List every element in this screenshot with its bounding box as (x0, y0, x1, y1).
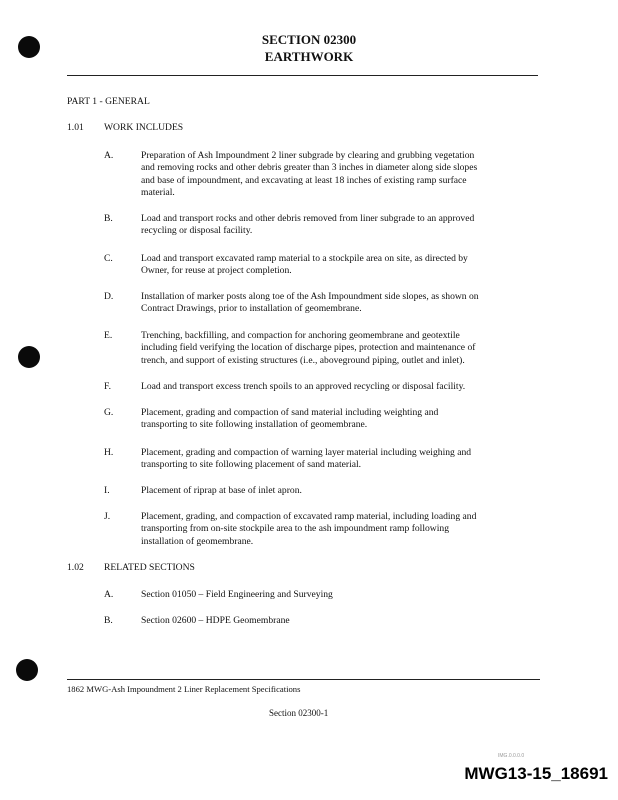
item-line: Section 02600 – HDPE Geomembrane (141, 615, 290, 626)
item-letter: C. (104, 253, 113, 264)
section-number: SECTION 02300 (261, 32, 357, 47)
section-1-02-number: 1.02 (67, 562, 84, 573)
header-rule (67, 75, 538, 76)
item-letter: B. (104, 213, 113, 224)
item-letter: G. (104, 407, 114, 418)
item-line: recycling or disposal facility. (141, 225, 253, 237)
item-line: material. (141, 187, 175, 199)
punch-hole-middle (18, 346, 40, 368)
scan-id-text: IMG.0.0.0.0 (498, 753, 525, 759)
item-line: Placement, grading, and compaction of excavated ramp material, including loading and (141, 511, 477, 522)
item-letter: A. (104, 150, 114, 161)
item-line: Placement, grading and compaction of warning layer material including weighing and (141, 447, 472, 458)
item-letter: H. (104, 447, 114, 458)
item-line: transporting to site following placement of sand material. (141, 459, 362, 471)
item-text (141, 407, 541, 432)
section-1-01-title: WORK INCLUDES (104, 122, 184, 133)
item-text (141, 589, 541, 601)
item-line: and removing rocks and other debris greater than 3 inches in diameter along side slopes (141, 162, 478, 174)
item-line: including field verifying the location of discharge pipes, protection and maintenance of (141, 342, 476, 354)
item-line: Placement, grading and compaction of sand material including weighting and (141, 407, 439, 418)
item-line: installation of geomembrane. (141, 535, 254, 547)
item-line: Load and transport excess trench spoils to an approved recycling or disposal facility. (141, 381, 466, 392)
footer-document-name: 1862 MWG-Ash Impoundment 2 Liner Replacement Specifications (67, 684, 301, 694)
item-line: Installation of marker posts along toe of the Ash Impoundment side slopes, as shown on (141, 291, 479, 302)
item-line: transporting from on-site stockpile area to the ash impoundment ramp following (141, 523, 449, 535)
footer-page-number: Section 02300-1 (269, 708, 329, 718)
item-line: Placement of riprap at base of inlet apron. (141, 485, 302, 496)
section-1-01-number: 1.01 (67, 122, 84, 133)
item-letter: B. (104, 615, 113, 626)
item-text (141, 253, 541, 278)
item-text (141, 447, 541, 472)
item-line: trench, and support of existing structures (i.e., aboveground piping, outlet and inlet). (141, 354, 465, 366)
item-letter: D. (104, 291, 114, 302)
item-letter: A. (104, 589, 114, 600)
item-line: Contract Drawings, prior to installation of geomembrane. (141, 303, 362, 315)
item-line: Owner, for reuse at project completion. (141, 265, 292, 277)
item-line: Section 01050 – Field Engineering and Surveying (141, 589, 333, 600)
section-1-02-title: RELATED SECTIONS (104, 562, 195, 573)
item-letter: I. (104, 485, 110, 496)
item-text (141, 330, 541, 367)
item-text (141, 615, 541, 627)
item-letter: E. (104, 330, 113, 341)
item-line: Trenching, backfilling, and compaction for anchoring geomembrane and geotextile (141, 330, 460, 341)
punch-hole-bottom (16, 659, 38, 681)
section-title: EARTHWORK (264, 49, 354, 64)
item-letter: J. (104, 511, 111, 522)
item-text (141, 511, 541, 548)
part-heading: PART 1 - GENERAL (67, 96, 150, 107)
item-text (141, 291, 541, 316)
item-line: Load and transport rocks and other debris removed from liner subgrade to an approved (141, 213, 475, 224)
item-text (141, 213, 541, 238)
item-text (141, 150, 541, 200)
item-line: Load and transport excavated ramp material to a stockpile area on site, as directed by (141, 253, 468, 264)
item-line: transporting to site following installation of geomembrane. (141, 419, 368, 431)
item-letter: F. (104, 381, 111, 392)
footer-rule (67, 679, 540, 680)
item-text (141, 485, 541, 497)
item-line: and base of impoundment, and excavating at least 18 inches of existing ramp surface (141, 174, 467, 186)
bates-stamp: MWG13-15_18691 (464, 764, 608, 783)
item-text (141, 381, 541, 393)
item-line: Preparation of Ash Impoundment 2 liner subgrade by clearing and grubbing vegetation (141, 150, 475, 161)
